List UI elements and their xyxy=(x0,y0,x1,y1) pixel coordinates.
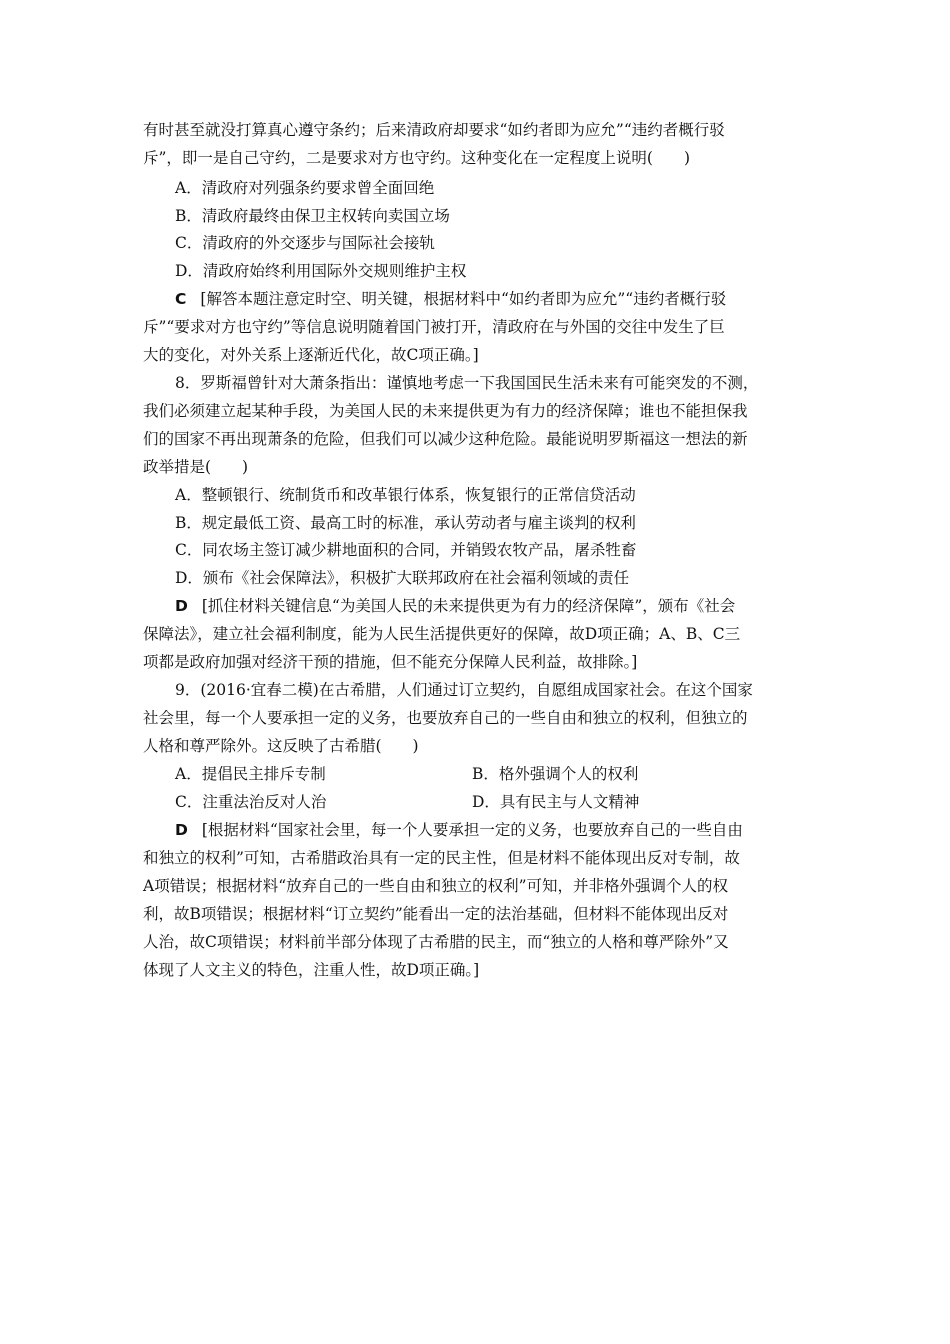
q9-stem-line: 社会里，每一个人要承担一定的义务，也要放弃自己的一些自由和独立的权利，但独立的 xyxy=(143,709,748,727)
q8-option-c: C．同农场主签订减少耕地面积的合同，并销毁农牧产品，屠杀牲畜 xyxy=(175,541,637,559)
q8-stem-line: 我们必须建立起某种手段，为美国人民的未来提供更为有力的经济保障；谁也不能担保我 xyxy=(143,402,748,420)
q7-stem-line: 有时甚至就没打算真心遵守条约；后来清政府却要求“如约者即为应允”“违约者概行驳 xyxy=(143,121,725,139)
q8-stem-line: 政举措是( ) xyxy=(143,458,249,476)
q7-stem-line: 斥”，即一是自己守约，二是要求对方也守约。这种变化在一定程度上说明( ) xyxy=(143,149,691,167)
q8-stem-line: 8．罗斯福曾针对大萧条指出：谨慎地考虑一下我国国民生活未来有可能突发的不测， xyxy=(175,374,759,392)
q9-explanation-line: A项错误；根据材料“放弃自己的一些自由和独立的权利”可知，并非格外强调个人的权 xyxy=(143,877,729,895)
q7-explanation-line: 大的变化，对外关系上逐渐近代化，故C项正确。] xyxy=(143,346,479,364)
q8-option-d: D．颁布《社会保障法》，积极扩大联邦政府在社会福利领域的责任 xyxy=(175,569,630,587)
q8-explanation-line: 项都是政府加强对经济干预的措施，但不能充分保障人民利益，故排除。] xyxy=(143,653,638,671)
q8-option-b: B．规定最低工资、最高工时的标准，承认劳动者与雇主谈判的权利 xyxy=(175,514,636,532)
q9-explanation-text: [根据材料“国家社会里，每一个人要承担一定的义务，也要放弃自己的一些自由 xyxy=(201,821,743,839)
q8-option-a: A．整顿银行、统制货币和改革银行体系，恢复银行的正常信贷活动 xyxy=(175,486,636,504)
q8-answer: D xyxy=(175,597,188,615)
q9-option-a: A．提倡民主排斥专制 xyxy=(175,765,326,783)
q9-explanation-line: 体现了人文主义的特色，注重人性，故D项正确。] xyxy=(143,961,480,979)
q7-option-c: C．清政府的外交逐步与国际社会接轨 xyxy=(175,234,435,252)
q9-explanation-line: 利，故B项错误；根据材料“订立契约”能看出一定的法治基础，但材料不能体现出反对 xyxy=(143,905,729,923)
q8-explanation-line: 保障法》，建立社会福利制度，能为人民生活提供更好的保障，故D项正确；A、B、C三 xyxy=(143,625,741,643)
q8-explanation-line xyxy=(175,596,735,616)
q7-option-a: A．清政府对列强条约要求曾全面回绝 xyxy=(175,179,435,197)
q7-explanation-text: [解答本题注意定时空、明关键，根据材料中“如约者即为应允”“违约者概行驳 xyxy=(200,290,727,308)
q9-explanation-line: 人治，故C项错误；材料前半部分体现了古希腊的民主，而“独立的人格和尊严除外”又 xyxy=(143,933,729,951)
q7-explanation-line xyxy=(175,289,726,309)
q8-explanation-text: [抓住材料关键信息“为美国人民的未来提供更为有力的经济保障”，颁布《社会 xyxy=(201,597,736,615)
q9-answer: D xyxy=(175,821,188,839)
q9-option-d: D．具有民主与人文精神 xyxy=(472,793,640,811)
q7-explanation-line: 斥”“要求对方也守约”等信息说明随着国门被打开，清政府在与外国的交往中发生了巨 xyxy=(143,318,725,336)
q9-stem-line: 人格和尊严除外。这反映了古希腊( ) xyxy=(143,737,419,755)
q7-option-d: D．清政府始终利用国际外交规则维护主权 xyxy=(175,262,467,280)
q8-stem-line: 们的国家不再出现萧条的危险，但我们可以减少这种危险。最能说明罗斯福这一想法的新 xyxy=(143,430,748,448)
q9-option-b: B．格外强调个人的权利 xyxy=(472,765,639,783)
q7-answer: C xyxy=(175,290,187,308)
q9-stem-line: 9．(2016·宜春二模)在古希腊，人们通过订立契约，自愿组成国家社会。在这个国家 xyxy=(175,681,753,699)
q9-explanation-line xyxy=(175,820,743,840)
q9-option-c: C．注重法治反对人治 xyxy=(175,793,327,811)
q7-option-b: B．清政府最终由保卫主权转向卖国立场 xyxy=(175,207,450,225)
q9-explanation-line: 和独立的权利”可知，古希腊政治具有一定的民主性，但是材料不能体现出反对专制，故 xyxy=(143,849,740,867)
